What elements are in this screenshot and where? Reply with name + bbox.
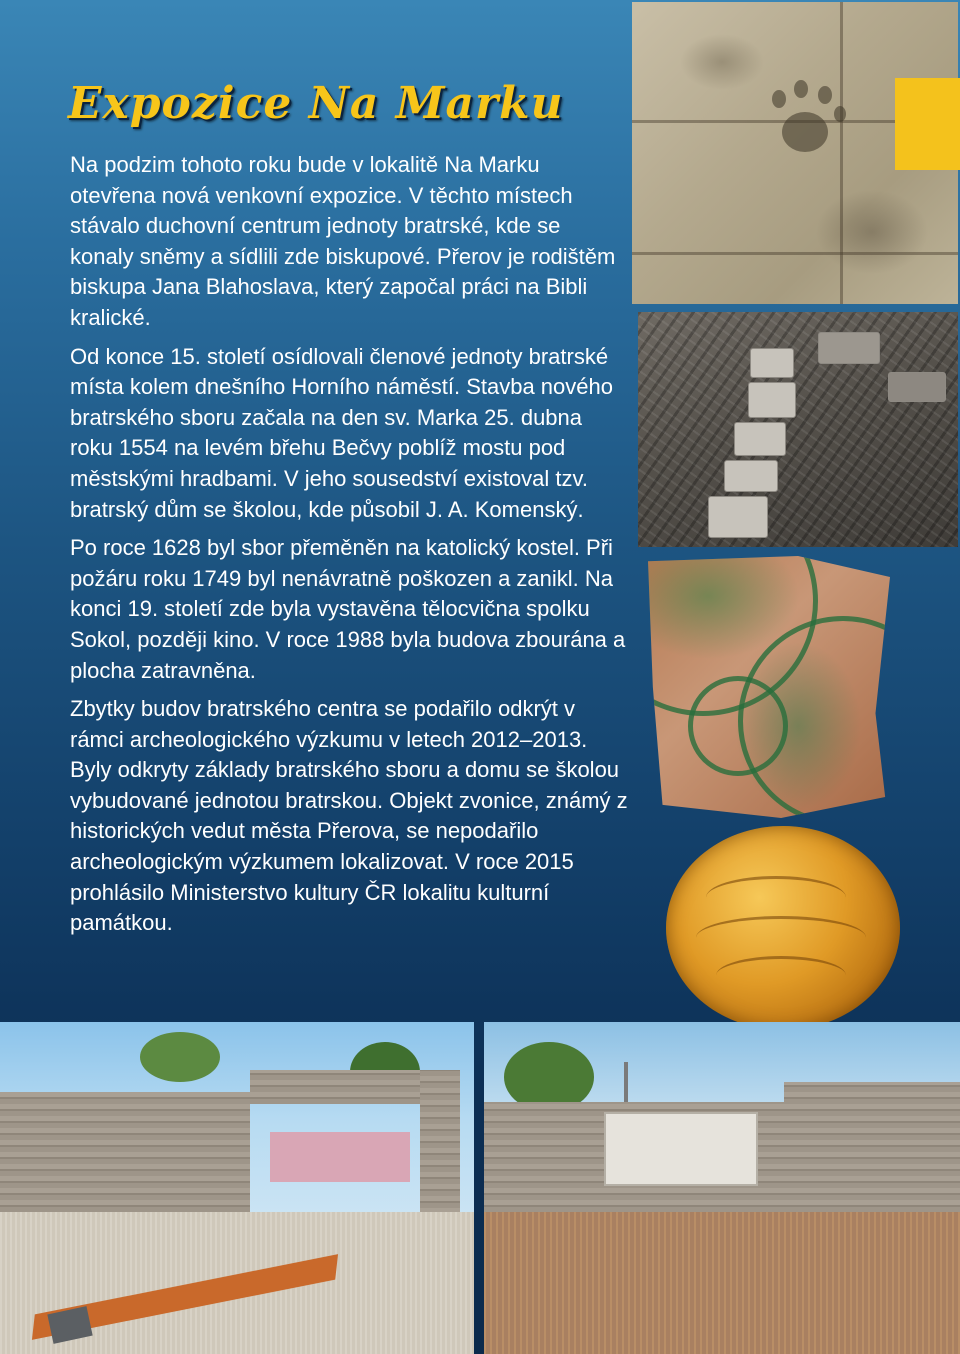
paragraph-4: Zbytky budov bratrského centra se podařilo odkrýt v rámci archeologického výzkumu v letech 2012–2013. Byly odkryty základy bratrského sboru a domu se školou vybudované jednotou bratrskou. Objekt zvonice, známý z historických vedut města Přerova, se nepodařilo archeologickým výzkumem lokalizovat. V roce 2015 prohlásilo Ministerstvo kultury ČR lokalitu kulturní památkou. [70, 696, 628, 936]
paragraph-2: Od konce 15. století osídlovali členové jednoty bratrské místa kolem dnešního Horního náměstí. Stavba nového bratrského sboru začala na den sv. Marka 25. dubna roku 1554 na levém břehu Bečvy poblíž mostu pod městskými hradbami. V jeho sousedství existoval tzv. bratrský dům se školou, kde působil J. A. Komenský. [70, 343, 613, 522]
paving-photo [638, 312, 958, 547]
gold-coin-photo [666, 826, 900, 1030]
background-building [270, 1132, 410, 1182]
accent-tab [895, 78, 960, 170]
article-body [70, 150, 630, 947]
info-plaque [604, 1112, 758, 1186]
exhibition-wall-photo [484, 1022, 960, 1354]
page-title: Expozice Na Marku [68, 78, 564, 129]
paragraph-3: Po roce 1628 byl sbor přeměněn na katolický kostel. Při požáru roku 1749 byl nenávratně poškozen a zanikl. Na konci 19. století zde byla vystavěna tělocvična spolku Sokol, později kino. V roce 1988 byla budova zbourána a plocha zatravněna. [70, 535, 626, 683]
paragraph-1: Na podzim tohoto roku bude v lokalitě Na Marku otevřena nová venkovní expozice. V těchto místech stávalo duchovní centrum jednoty bratrské, kde se konaly sněmy a sídlili zde biskupové. Přerov je rodištěm biskupa Jana Blahoslava, který započal práci na Bibli kralické. [70, 152, 616, 330]
exhibition-bench-photo [0, 1022, 474, 1354]
glazed-tile-photo [648, 556, 890, 818]
